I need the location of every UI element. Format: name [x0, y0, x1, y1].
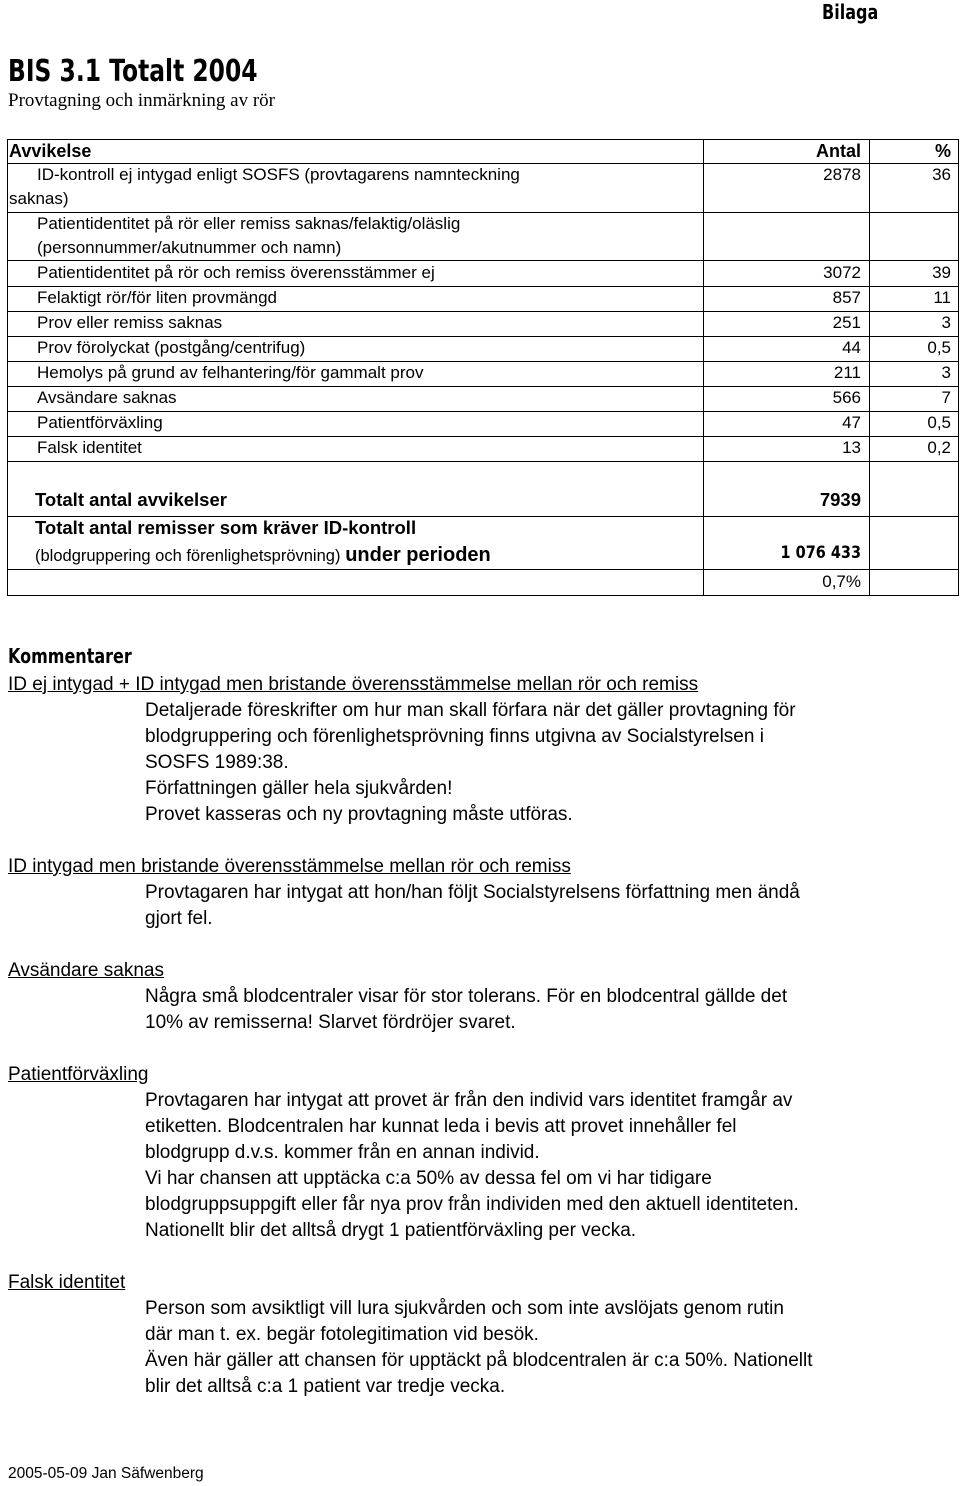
page-subtitle: Provtagning och inmärkning av rör: [8, 90, 276, 111]
table-row-antal: 566: [832, 388, 861, 407]
table-row-label-cont: (personnummer/akutnummer och namn): [37, 238, 342, 257]
comment-line: SOSFS 1989:38.: [145, 752, 289, 773]
table-row-percent: 0,2: [927, 438, 951, 457]
comment-line: gjort fel.: [145, 908, 213, 929]
col-header-percent: %: [934, 141, 951, 161]
comment-line: blodgruppering och förenlighetsprövning finns utgivna av Socialstyrelsen i: [145, 726, 764, 747]
total-deviations-label: Totalt antal avvikelser: [35, 489, 227, 510]
table-row-label: Hemolys på grund av felhantering/för gammalt prov: [37, 363, 424, 382]
table-row-percent: 11: [933, 288, 951, 307]
table-row-percent: 3: [941, 313, 951, 332]
table-row-percent: 39: [932, 263, 951, 282]
bilaga-label: Bilaga: [821, 0, 878, 24]
comment-line: Detaljerade föreskrifter om hur man skall förfara när det gäller provtagning för: [145, 700, 796, 721]
col-header-antal: Antal: [816, 141, 861, 161]
page-title: BIS 3.1 Totalt 2004: [8, 54, 258, 89]
comment-line: där man t. ex. begär fotolegitimation vid besök.: [145, 1324, 539, 1345]
table-row-label: ID-kontroll ej intygad enligt SOSFS (provtagarens namnteckning: [37, 165, 520, 184]
comment-line: Provtagaren har intygat att hon/han följt Socialstyrelsens författning men ändå: [145, 882, 800, 903]
comment-line: Även här gäller att chansen för upptäckt på blodcentralen är c:a 50%. Nationellt: [145, 1350, 813, 1371]
table-row-label: Patientidentitet på rör och remiss överensstämmer ej: [37, 263, 435, 282]
comment-heading: ID ej intygad + ID intygad men bristande överensstämmelse mellan rör och remiss: [8, 674, 699, 695]
comment-line: Nationellt blir det alltså drygt 1 patientförväxling per vecka.: [145, 1220, 637, 1241]
comment-heading: Patientförväxling: [8, 1064, 149, 1085]
table-row-percent: 36: [932, 165, 951, 184]
comment-line: blodgruppsuppgift eller får nya prov från individen med den aktuell identiteten.: [145, 1194, 799, 1215]
comment-line: blir det alltså c:a 1 patient var tredje vecka.: [145, 1376, 506, 1397]
table-row-antal: 2878: [823, 165, 861, 184]
col-header-avvikelse: Avvikelse: [9, 141, 92, 161]
total-percent-value: 0,7%: [822, 572, 861, 591]
footer-date-author: 2005-05-09 Jan Säfwenberg: [8, 1465, 204, 1482]
table-row-antal: 3072: [823, 263, 861, 282]
comment-line: etiketten. Blodcentralen har kunnat leda i bevis att provet innehåller fel: [145, 1116, 737, 1137]
total-deviations-value: 7939: [819, 489, 861, 510]
table-row-label: Falsk identitet: [37, 438, 142, 457]
table-row-label: Felaktigt rör/för liten provmängd: [37, 288, 277, 307]
table-row-label: Prov eller remiss saknas: [37, 313, 223, 332]
total-referrals-label: Totalt antal remisser som kräver ID-kontroll: [35, 517, 417, 538]
comment-line: 10% av remisserna! Slarvet fördröjer svaret.: [145, 1012, 516, 1033]
table-row-antal: 44: [842, 338, 861, 357]
table-row-antal: 211: [833, 363, 861, 382]
table-row-antal: 13: [842, 438, 861, 457]
comment-line: Författningen gäller hela sjukvården!: [145, 778, 453, 799]
table-row-percent: 0,5: [927, 338, 951, 357]
comment-heading: ID intygad men bristande överensstämmelse mellan rör och remiss: [8, 856, 571, 877]
table-row-label-cont: saknas): [9, 189, 69, 208]
table-row-percent: 0,5: [927, 413, 951, 432]
comment-line: Provtagaren har intygat att provet är från den individ vars identitet framgår av: [145, 1090, 793, 1111]
total-referrals-sub: (blodgruppering och förenlighetsprövning): [35, 547, 341, 565]
comment-line: Person som avsiktligt vill lura sjukvården och som inte avslöjats genom rutin: [145, 1298, 784, 1319]
comment-line: Provet kasseras och ny provtagning måste utföras.: [145, 804, 573, 825]
comment-line: Vi har chansen att upptäcka c:a 50% av dessa fel om vi har tidigare: [145, 1168, 712, 1189]
table-row-label: Prov förolyckat (postgång/centrifug): [37, 338, 306, 357]
table-row-antal: 857: [832, 288, 861, 307]
table-row-antal: 47: [842, 413, 861, 432]
total-referrals-period: under perioden: [345, 544, 491, 566]
table-row-label: Avsändare saknas: [37, 388, 177, 407]
comment-heading: Avsändare saknas: [8, 960, 164, 981]
comments-section: [8, 644, 953, 1400]
table-row-antal: 251: [832, 313, 861, 332]
comment-heading: Falsk identitet: [8, 1272, 126, 1293]
total-referrals-value: 1 076 433: [780, 543, 861, 563]
table-row-label: Patientidentitet på rör eller remiss saknas/felaktig/oläslig: [37, 214, 461, 233]
table-row-percent: 7: [941, 388, 951, 407]
comment-line: Några små blodcentraler visar för stor tolerans. För en blodcentral gällde det: [145, 986, 788, 1007]
comments-title: Kommentarer: [8, 644, 132, 668]
comment-line: blodgrupp d.v.s. kommer från en annan individ.: [145, 1142, 540, 1163]
table-row-label: Patientförväxling: [37, 413, 163, 432]
table-row-percent: 3: [941, 363, 951, 382]
